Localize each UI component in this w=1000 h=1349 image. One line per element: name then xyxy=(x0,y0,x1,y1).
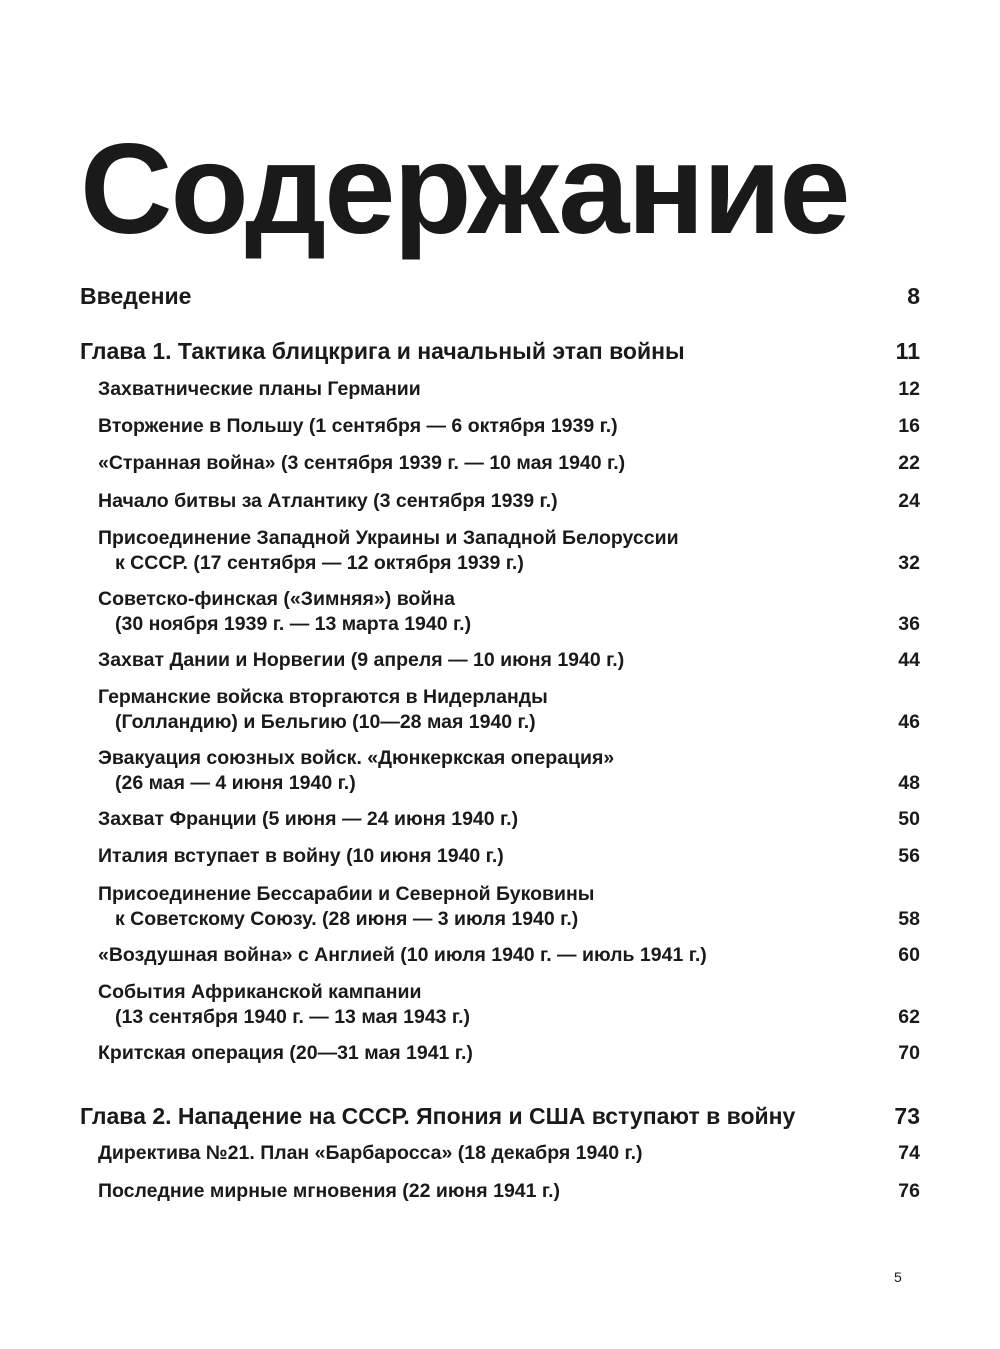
toc-section-entry[interactable] xyxy=(98,685,920,735)
toc-entry-page: 12 xyxy=(898,378,920,400)
toc-entry-title: «Воздушная война» с Англией (10 июля 1940 г. — июль 1941 г.) xyxy=(98,944,707,966)
toc-entry-page: 32 xyxy=(898,552,920,574)
toc-section-entry[interactable] xyxy=(98,1141,920,1166)
toc-entry-page: 56 xyxy=(898,845,920,867)
toc-entry-title: Эвакуация союзных войск. «Дюнкеркская операция» (26 мая — 4 июня 1940 г.) xyxy=(98,747,615,794)
toc-entry-page: 62 xyxy=(898,1006,920,1028)
toc-entry-title: Вторжение в Польшу (1 сентября — 6 октября 1939 г.) xyxy=(98,415,618,437)
toc-section-entry[interactable] xyxy=(98,980,920,1030)
toc-entry-page: 11 xyxy=(895,338,920,364)
toc-entry-page: 46 xyxy=(898,711,920,733)
toc-entry-page: 44 xyxy=(898,649,920,671)
toc-section-entry[interactable] xyxy=(98,1041,920,1066)
toc-section-entry[interactable] xyxy=(98,377,920,402)
toc-entry-title: Глава 2. Нападение на СССР. Япония и США вступают в войну xyxy=(80,1103,796,1129)
toc-entry-title: Директива №21. План «Барбаросса» (18 декабря 1940 г.) xyxy=(98,1142,643,1164)
toc-entry-title: Последние мирные мгновения (22 июня 1941 г.) xyxy=(98,1180,560,1202)
toc-section-entry[interactable] xyxy=(98,807,920,832)
toc-entry-page: 74 xyxy=(898,1142,920,1164)
toc-section-entry[interactable] xyxy=(98,943,920,968)
toc-entry-page: 73 xyxy=(894,1103,920,1129)
toc-entry-page: 16 xyxy=(898,415,920,437)
toc-section-entry[interactable] xyxy=(98,451,920,476)
toc-section-entry[interactable] xyxy=(98,414,920,439)
toc-section-entry[interactable] xyxy=(98,648,920,673)
toc-entry-page: 48 xyxy=(898,772,920,794)
toc-entry-page: 22 xyxy=(898,452,920,474)
toc-entry-title: «Странная война» (3 сентября 1939 г. — 10 мая 1940 г.) xyxy=(98,452,626,474)
toc-entry-title: Присоединение Западной Украины и Западной Белоруссии к СССР. (17 сентября — 12 октября 1939 г.) xyxy=(98,527,679,574)
toc-entry-chapter-2[interactable] xyxy=(80,1101,920,1131)
toc-entry-page: 60 xyxy=(898,944,920,966)
toc-entry-introduction[interactable] xyxy=(80,281,920,311)
toc-section-entry[interactable] xyxy=(98,526,920,576)
toc-entry-page: 50 xyxy=(898,808,920,830)
toc-entry-title: Италия вступает в войну (10 июня 1940 г.) xyxy=(98,845,504,867)
toc-section-entry[interactable] xyxy=(98,844,920,869)
toc-section-entry[interactable] xyxy=(98,882,920,932)
toc-entry-title: Присоединение Бессарабии и Северной Буковины к Советскому Союзу. (28 июня — 3 июля 1940 г.) xyxy=(98,883,595,930)
page-title: Содержание xyxy=(80,118,849,261)
toc-section-entry[interactable] xyxy=(98,489,920,514)
toc-entry-title: Германские войска вторгаются в Нидерланды (Голландию) и Бельгию (10—28 мая 1940 г.) xyxy=(98,686,548,733)
toc-entry-title: События Африканской кампании (13 сентября 1940 г. — 13 мая 1943 г.) xyxy=(98,981,471,1028)
toc-entry-title: Начало битвы за Атлантику (3 сентября 1939 г.) xyxy=(98,490,558,512)
toc-section-entry[interactable] xyxy=(98,587,920,637)
toc-entry-title: Захват Франции (5 июня — 24 июня 1940 г.) xyxy=(98,808,519,830)
toc-entry-page: 70 xyxy=(898,1042,920,1064)
toc-entry-title: Захватнические планы Германии xyxy=(98,378,421,400)
toc-entry-chapter-1[interactable] xyxy=(80,336,920,366)
toc-entry-title: Критская операция (20—31 мая 1941 г.) xyxy=(98,1042,473,1064)
toc-entry-title: Введение xyxy=(80,283,192,309)
toc-entry-page: 76 xyxy=(898,1180,920,1202)
toc-entry-page: 36 xyxy=(898,613,920,635)
toc-entry-page: 24 xyxy=(898,490,920,512)
toc-entry-title: Советско-финская («Зимняя») война (30 ноября 1939 г. — 13 марта 1940 г.) xyxy=(98,588,472,635)
toc-section-entry[interactable] xyxy=(98,1179,920,1204)
toc-entry-page: 8 xyxy=(907,283,920,309)
page-number: 5 xyxy=(894,1269,902,1285)
toc-section-entry[interactable] xyxy=(98,746,920,796)
toc-entry-title: Захват Дании и Норвегии (9 апреля — 10 июня 1940 г.) xyxy=(98,649,625,671)
toc-entry-title: Глава 1. Тактика блицкрига и начальный этап войны xyxy=(80,338,685,364)
toc-entry-page: 58 xyxy=(898,908,920,930)
